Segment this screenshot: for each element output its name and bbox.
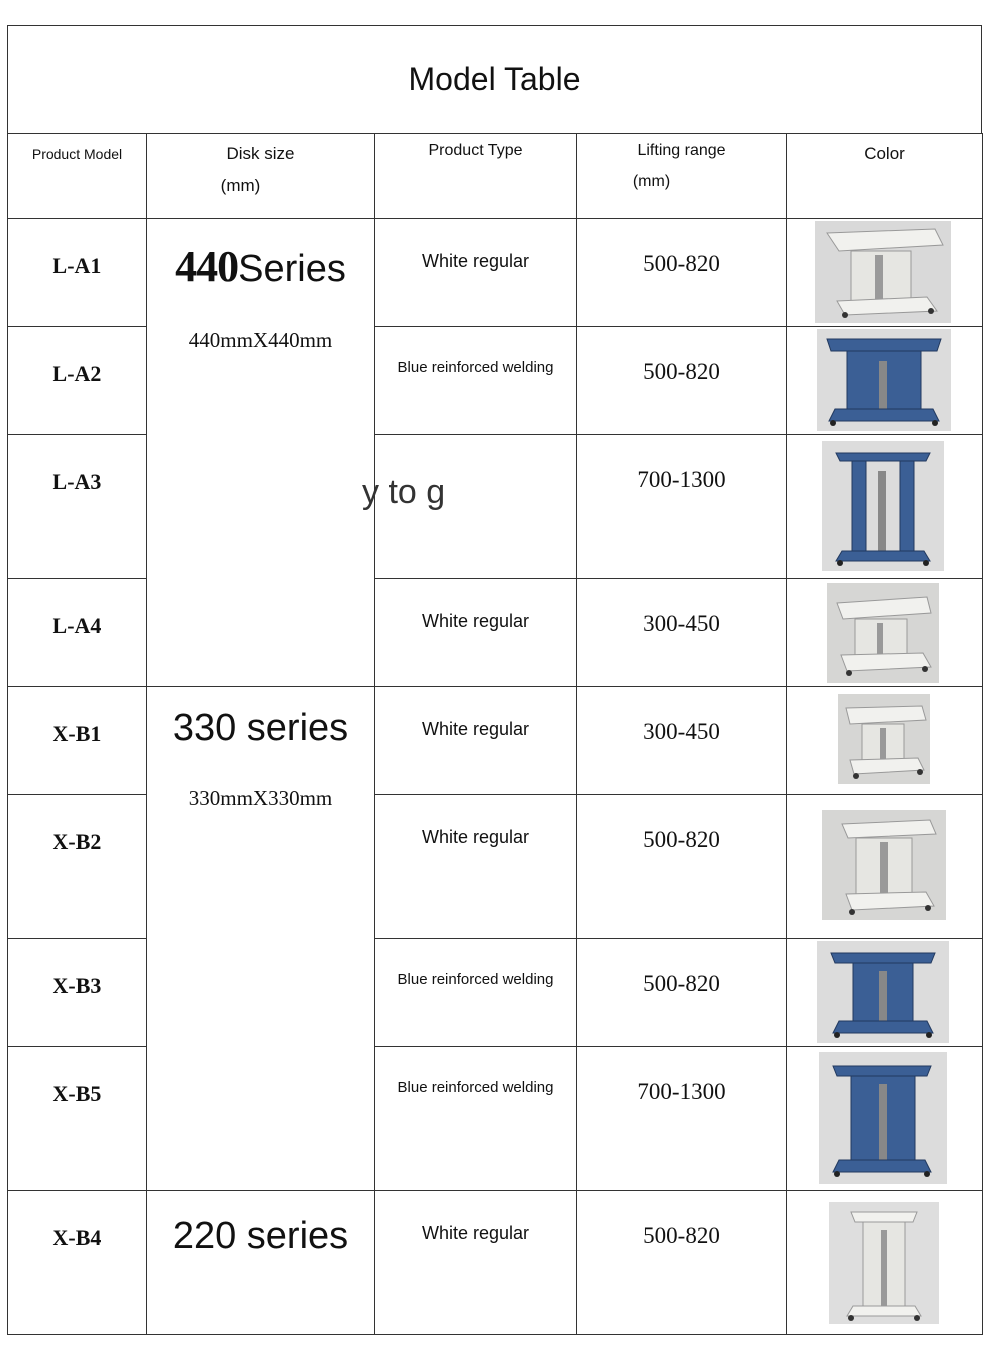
series-cell-220: [147, 1191, 375, 1335]
series-title: 220 series: [172, 1215, 349, 1257]
header-color: Color: [787, 134, 983, 219]
product-type-cell: Blue reinforced welding: [375, 939, 577, 1047]
model-cell: X-B3: [8, 939, 147, 1047]
blue-tall-lift-stand-photo: [819, 1052, 947, 1184]
product-type-cell: Blue reinforced welding: [375, 1047, 577, 1191]
blue-tall-lift-stand-photo: [822, 441, 944, 571]
product-type-cell: White regular: [375, 579, 577, 687]
lifting-range-cell: 500-820: [577, 795, 787, 939]
white-short-lift-stand-photo: [827, 583, 939, 683]
product-type-cell: White regular: [375, 687, 577, 795]
header-lifting-range-label: Lifting range: [637, 142, 726, 159]
color-cell: [787, 687, 983, 795]
color-cell: [787, 939, 983, 1047]
table-row: [8, 687, 983, 795]
product-type-cell: White regular: [375, 219, 577, 327]
lifting-range-cell: 300-450: [577, 687, 787, 795]
series-title: [147, 241, 374, 292]
color-cell: [787, 435, 983, 579]
series-disk-size: 440mmX440mm: [188, 328, 333, 352]
series-cell-440: [147, 219, 375, 687]
header-row: [8, 134, 983, 219]
color-cell: [787, 579, 983, 687]
model-cell: L-A3: [8, 435, 147, 579]
white-lift-stand-photo: [815, 221, 951, 323]
series-cell-330: [147, 687, 375, 1191]
model-cell: X-B4: [8, 1191, 147, 1335]
color-cell: [787, 327, 983, 435]
lifting-range-cell: 500-820: [577, 327, 787, 435]
blue-lift-stand-photo: [817, 941, 949, 1043]
lifting-range-cell: 700-1300: [577, 1047, 787, 1191]
model-cell: L-A4: [8, 579, 147, 687]
color-cell: [787, 219, 983, 327]
white-tall-lift-stand-photo: [829, 1202, 939, 1324]
product-type-cell: Blue reinforced welding: [375, 327, 577, 435]
white-lift-stand-photo: [822, 810, 946, 920]
header-disk-size-label: Disk size: [226, 144, 295, 163]
series-title: 330 series: [172, 707, 349, 749]
model-cell: L-A1: [8, 219, 147, 327]
lifting-range-cell: 700-1300: [577, 435, 787, 579]
header-disk-size: [147, 134, 375, 219]
white-short-lift-stand-photo: [838, 694, 930, 784]
blue-lift-stand-photo: [817, 329, 951, 431]
series-disk-size: 330mmX330mm: [188, 786, 333, 810]
series-number: 440: [175, 242, 239, 291]
model-table-sheet: [7, 25, 982, 1322]
color-cell: [787, 1191, 983, 1335]
header-product-type: Product Type: [375, 134, 577, 219]
table-row: [8, 1191, 983, 1335]
color-cell: [787, 795, 983, 939]
table-row: [8, 219, 983, 327]
model-cell: X-B5: [8, 1047, 147, 1191]
model-cell: L-A2: [8, 327, 147, 435]
header-product-model: Product Model: [8, 134, 147, 219]
lifting-range-cell: 500-820: [577, 1191, 787, 1335]
product-type-cell: White regular: [375, 1191, 577, 1335]
model-cell: X-B2: [8, 795, 147, 939]
watermark-text: y to g: [362, 473, 446, 511]
table-title: Model Table: [408, 61, 581, 97]
series-label: Series: [238, 248, 346, 290]
color-cell: [787, 1047, 983, 1191]
lifting-range-cell: 300-450: [577, 579, 787, 687]
header-disk-size-unit: (mm): [220, 176, 261, 195]
header-lifting-range: [577, 134, 787, 219]
model-cell: X-B1: [8, 687, 147, 795]
lifting-range-cell: 500-820: [577, 939, 787, 1047]
header-lifting-range-unit: (mm): [632, 173, 671, 190]
lifting-range-cell: 500-820: [577, 219, 787, 327]
table-title-row: [7, 25, 982, 134]
model-table: [7, 133, 983, 1335]
product-type-cell: White regular: [375, 795, 577, 939]
